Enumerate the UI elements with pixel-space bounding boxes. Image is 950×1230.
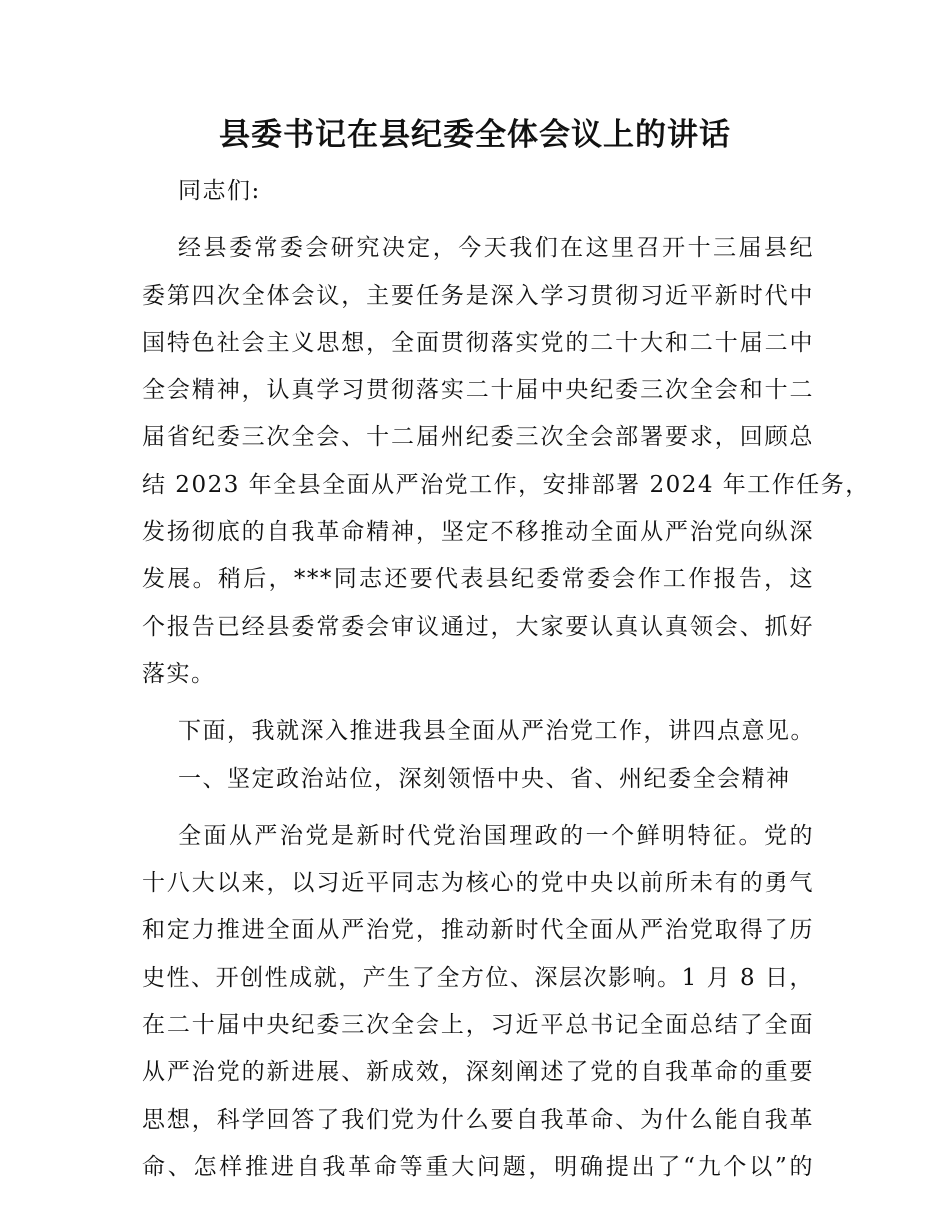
document-title: 县委书记在县纪委全体会议上的讲话	[219, 117, 731, 153]
document-body	[142, 168, 870, 1191]
text-line: 全面从严治党是新时代党治国理政的一个鲜明特征。党的	[178, 822, 814, 849]
text-line: 发展。稍后，***同志还要代表县纪委常委会作工作报告，这	[142, 566, 814, 593]
text-line: 下面，我就深入推进我县全面从严治党工作，讲四点意见。	[178, 718, 815, 745]
text-line: 思想，科学回答了我们党为什么要自我革命、为什么能自我革	[142, 1106, 814, 1133]
text-line: 全会精神，认真学习贯彻落实二十届中央纪委三次全会和十二	[142, 377, 814, 404]
text-line: 国特色社会主义思想，全面贯彻落实党的二十大和二十届二中	[142, 329, 814, 356]
text-line: 落实。	[142, 660, 216, 687]
text-line: 一、坚定政治站位，深刻领悟中央、省、州纪委全会精神	[178, 765, 791, 792]
text-line: 命、怎样推进自我革命等重大问题，明确提出了“九个以”的	[142, 1153, 814, 1180]
text-line: 史性、开创性成就，产生了全方位、深层次影响。1 月 8 日，	[142, 964, 814, 991]
paragraph-gap	[142, 803, 814, 813]
text-line: 发扬彻底的自我革命精神，坚定不移推动全面从严治党向纵深	[142, 519, 814, 546]
text-line: 届省纪委三次全会、十二届州纪委三次全会部署要求，回顾总	[142, 424, 814, 451]
text-line: 个报告已经县委常委会审议通过，大家要认真认真领会、抓好	[142, 613, 814, 640]
text-line: 结 2023 年全县全面从严治党工作，安排部署 2024 年工作任务，	[142, 471, 870, 498]
paragraph-gap	[142, 215, 814, 225]
text-line: 经县委常委会研究决定，今天我们在这里召开十三届县纪	[178, 235, 814, 262]
text-line: 在二十届中央纪委三次全会上，习近平总书记全面总结了全面	[142, 1012, 814, 1039]
text-line: 从严治党的新进展、新成效，深刻阐述了党的自我革命的重要	[142, 1059, 814, 1086]
text-line: 委第四次全体会议，主要任务是深入学习贯彻习近平新时代中	[142, 282, 814, 309]
text-line: 十八大以来，以习近平同志为核心的党中央以前所未有的勇气	[142, 870, 814, 897]
text-line: 和定力推进全面从严治党，推动新时代全面从严治党取得了历	[142, 917, 814, 944]
text-line: 同志们:	[178, 178, 261, 204]
paragraph-gap	[142, 698, 814, 708]
